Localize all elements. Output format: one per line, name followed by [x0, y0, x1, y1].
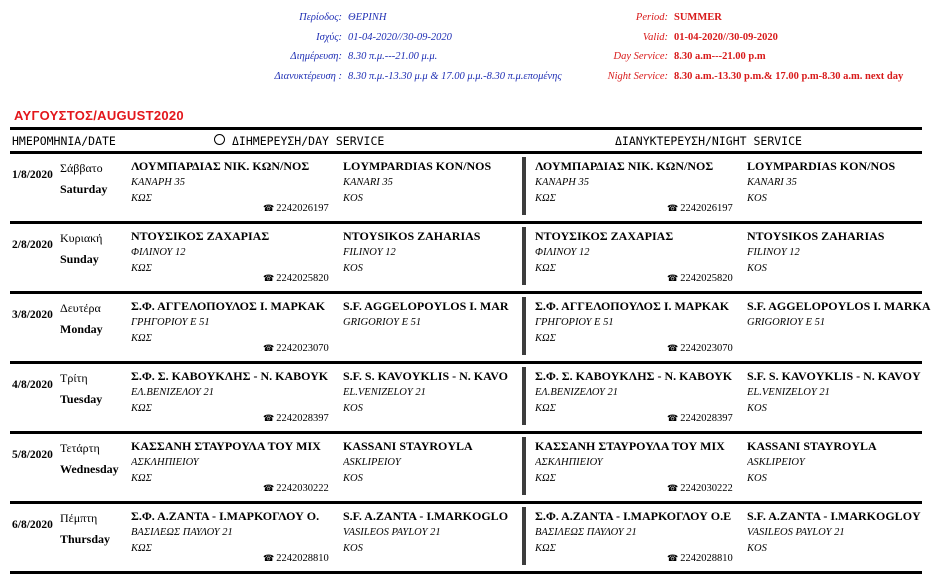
phone-icon: ☎	[263, 413, 275, 423]
night-service-value: 8.30 π.μ.-13.30 μ.μ & 17.00 μ.μ.-8.30 π.μ.επομένης	[348, 70, 562, 82]
pharmacy-name: NTOYSIKOS ZAHARIAS	[343, 229, 481, 243]
phone-icon: ☎	[263, 273, 275, 283]
pharmacy-address: ΑΣΚΛΗΠΙΕΙΟΥ	[535, 457, 603, 468]
pharmacy-city: ΚΩΣ	[131, 263, 152, 274]
pharmacy-name: S.F. S. KAVOYKLIS - N. KAVO	[343, 369, 509, 383]
table-row	[10, 504, 922, 574]
night-phone	[667, 343, 733, 354]
pharmacy-name: Σ.Φ. Α.ΖΑΝΤΑ - Ι.ΜΑΡΚΟΓΛΟΥ Ο.	[131, 509, 320, 523]
service-divider	[522, 437, 526, 495]
pharmacy-name: ΚΑΣΣΑΝΗ ΣΤΑΥΡΟΥΛΑ ΤΟΥ ΜΙΧ	[535, 439, 725, 453]
pharmacy-name: Σ.Φ. Σ. ΚΑΒΟΥΚΛΗΣ - Ν. ΚΑΒΟΥΚ	[131, 369, 329, 383]
pharmacy-name: Σ.Φ. ΑΓΓΕΛΟΠΟΥΛΟΣ Ι. ΜΑΡΚΑΚ	[535, 299, 730, 313]
pharmacy-city: ΚΩΣ	[535, 193, 556, 204]
column-date: ΗΜΕΡΟΜΗΝΙΑ/DATE	[12, 134, 116, 148]
header-day-row-en	[570, 47, 903, 67]
pharmacy-address: ΒΑΣΙΛΕΩΣ ΠΑΥΛΟΥ 21	[535, 527, 637, 538]
header-greek	[200, 8, 562, 86]
pharmacy-city: KOS	[747, 263, 767, 274]
day-service-value: 8.30 π.μ.---21.00 μ.μ.	[348, 51, 438, 62]
night-service-label-en: Night Service:	[607, 70, 668, 82]
service-divider	[522, 297, 526, 355]
table-row	[10, 364, 922, 434]
day-pharmacy-greek	[131, 438, 341, 487]
period-label-en: Period:	[635, 12, 668, 23]
day-phone	[263, 413, 329, 424]
day-name-greek: Κυριακή	[60, 231, 103, 245]
pharmacy-name: ΚΑΣΣΑΝΗ ΣΤΑΥΡΟΥΛΑ ΤΟΥ ΜΙΧ	[131, 439, 321, 453]
day-name-greek: Δευτέρα	[60, 301, 101, 315]
pharmacy-address: KANARI 35	[343, 177, 393, 188]
day-name-english: Monday	[60, 322, 103, 336]
table-row	[10, 154, 922, 224]
pharmacy-city: KOS	[343, 543, 363, 554]
table-row	[10, 224, 922, 294]
header-period-row	[200, 8, 562, 28]
phone-icon: ☎	[263, 483, 275, 493]
header-night-row-en	[570, 67, 903, 87]
night-service-label: Διανυκτέρευση :	[274, 70, 342, 82]
phone-icon: ☎	[263, 343, 275, 353]
day-pharmacy-greek	[131, 508, 341, 557]
day-phone-number: 2242025820	[276, 273, 329, 284]
pharmacy-city: ΚΩΣ	[131, 333, 152, 344]
pharmacy-name: Σ.Φ. Σ. ΚΑΒΟΥΚΛΗΣ - Ν. ΚΑΒΟΥΚ	[535, 369, 733, 383]
phone-icon: ☎	[263, 553, 275, 563]
pharmacy-name: ΝΤΟΥΣΙΚΟΣ ΖΑΧΑΡΙΑΣ	[535, 229, 674, 243]
pharmacy-city: KOS	[343, 473, 363, 484]
row-date: 1/8/2020	[12, 169, 53, 181]
night-pharmacy-greek	[535, 158, 745, 207]
day-phone-number: 2242026197	[276, 203, 329, 214]
day-pharmacy-greek	[131, 298, 341, 347]
pharmacy-name: S.F. AGGELOPOYLOS I. MAR	[343, 299, 509, 313]
pharmacy-address: ASKLIPEIOY	[747, 457, 805, 468]
night-pharmacy-english	[747, 158, 942, 207]
phone-icon: ☎	[263, 203, 275, 213]
table-row	[10, 434, 922, 504]
pharmacy-address: ΑΣΚΛΗΠΙΕΙΟΥ	[131, 457, 199, 468]
pharmacy-address: ΕΛ.ΒΕΝΙΖΕΛΟΥ 21	[131, 387, 214, 398]
pharmacy-city: ΚΩΣ	[131, 403, 152, 414]
pharmacy-address: EL.VENIZELOY 21	[747, 387, 830, 398]
pharmacy-address: ΕΛ.ΒΕΝΙΖΕΛΟΥ 21	[535, 387, 618, 398]
service-divider	[522, 367, 526, 425]
phone-icon: ☎	[667, 343, 679, 353]
valid-value-en: 01-04-2020//30-09-2020	[674, 31, 778, 43]
day-pharmacy-greek	[131, 228, 341, 277]
night-pharmacy-english	[747, 438, 942, 487]
day-service-label-en: Day Service:	[613, 51, 668, 62]
pharmacy-name: LOYMPARDIAS KON/NOS	[343, 159, 492, 173]
service-divider	[522, 227, 526, 285]
day-name-english: Saturday	[60, 182, 108, 196]
row-day	[60, 508, 110, 550]
pharmacy-city: ΚΩΣ	[535, 263, 556, 274]
night-pharmacy-english	[747, 508, 942, 557]
night-phone-number: 2242028810	[680, 553, 733, 564]
pharmacy-address: GRIGORIOY E 51	[343, 317, 422, 328]
pharmacy-address: VASILEOS PAYLOY 21	[747, 527, 845, 538]
night-pharmacy-greek	[535, 228, 745, 277]
pharmacy-city: ΚΩΣ	[131, 473, 152, 484]
pharmacy-name: S.F. AGGELOPOYLOS I. MARKA	[747, 299, 931, 313]
pharmacy-city: ΚΩΣ	[535, 473, 556, 484]
pharmacy-city: ΚΩΣ	[535, 543, 556, 554]
day-name-greek: Τρίτη	[60, 371, 88, 385]
pharmacy-address: KANARI 35	[747, 177, 797, 188]
pharmacy-name: NTOYSIKOS ZAHARIAS	[747, 229, 885, 243]
day-phone-number: 2242030222	[276, 483, 329, 494]
day-service-label: Διημέρευση:	[290, 51, 342, 62]
phone-icon: ☎	[667, 553, 679, 563]
row-day	[60, 438, 119, 480]
pharmacy-address: EL.VENIZELOY 21	[343, 387, 426, 398]
header-valid-row-en	[570, 28, 903, 48]
row-date: 3/8/2020	[12, 309, 53, 321]
pharmacy-address: ΓΡΗΓΟΡΙΟΥ Ε 51	[131, 317, 210, 328]
night-phone-number: 2242026197	[680, 203, 733, 214]
night-pharmacy-greek	[535, 438, 745, 487]
pharmacy-name: S.F. A.ZANTA - I.MARKOGLOY	[747, 509, 921, 523]
night-pharmacy-english	[747, 368, 942, 417]
service-divider	[522, 157, 526, 215]
period-value-en: SUMMER	[674, 12, 722, 23]
pharmacy-name: KASSANI STAYROYLA	[747, 439, 877, 453]
pharmacy-city	[747, 331, 942, 347]
header-english	[570, 8, 903, 86]
day-pharmacy-greek	[131, 158, 341, 207]
phone-icon: ☎	[667, 483, 679, 493]
day-phone-number: 2242028397	[276, 413, 329, 424]
row-date: 4/8/2020	[12, 379, 53, 391]
pharmacy-name: ΛΟΥΜΠΑΡΔΙΑΣ ΝΙΚ. ΚΩΝ/ΝΟΣ	[535, 159, 714, 173]
pharmacy-schedule-table	[10, 127, 931, 574]
valid-label-en: Valid:	[642, 31, 668, 43]
pharmacy-city: ΚΩΣ	[535, 333, 556, 344]
night-phone-number: 2242030222	[680, 483, 733, 494]
header-period-row-en	[570, 8, 903, 28]
period-value: ΘΕΡΙΝΗ	[348, 12, 387, 23]
row-date: 6/8/2020	[12, 519, 53, 531]
row-day	[60, 298, 103, 340]
pharmacy-name: ΛΟΥΜΠΑΡΔΙΑΣ ΝΙΚ. ΚΩΝ/ΝΟΣ	[131, 159, 310, 173]
day-name-english: Tuesday	[60, 392, 103, 406]
pharmacy-city: KOS	[343, 263, 363, 274]
day-pharmacy-greek	[131, 368, 341, 417]
pharmacy-name: LOYMPARDIAS KON/NOS	[747, 159, 896, 173]
pharmacy-name: Σ.Φ. ΑΓΓΕΛΟΠΟΥΛΟΣ Ι. ΜΑΡΚΑΚ	[131, 299, 326, 313]
table-header	[10, 127, 922, 154]
night-phone-number: 2242028397	[680, 413, 733, 424]
day-name-greek: Τετάρτη	[60, 441, 100, 455]
day-phone	[263, 273, 329, 284]
pharmacy-address: VASILEOS PAYLOY 21	[343, 527, 441, 538]
period-label: Περίοδος:	[299, 12, 342, 23]
row-date: 2/8/2020	[12, 239, 53, 251]
valid-label: Ισχύς:	[316, 31, 342, 43]
night-pharmacy-greek	[535, 508, 745, 557]
pharmacy-address: ASKLIPEIOY	[343, 457, 401, 468]
pharmacy-city: ΚΩΣ	[131, 193, 152, 204]
day-name-english: Thursday	[60, 532, 111, 546]
day-name-english: Wednesday	[60, 462, 119, 476]
row-day	[60, 158, 107, 200]
pharmacy-city: KOS	[343, 193, 363, 204]
pharmacy-address: ΚΑΝΑΡΗ 35	[131, 177, 185, 188]
day-phone	[263, 343, 329, 354]
pharmacy-name: Σ.Φ. Α.ΖΑΝΤΑ - Ι.ΜΑΡΚΟΓΛΟΥ Ο.Ε	[535, 509, 732, 523]
day-phone-number: 2242023070	[276, 343, 329, 354]
pharmacy-address: ΦΙΛΙΝΟΥ 12	[535, 247, 590, 258]
night-phone	[667, 553, 733, 564]
row-date: 5/8/2020	[12, 449, 53, 461]
pharmacy-name: KASSANI STAYROYLA	[343, 439, 473, 453]
circle-icon	[214, 134, 225, 145]
pharmacy-city: KOS	[747, 543, 767, 554]
day-name-english: Sunday	[60, 252, 99, 266]
night-phone	[667, 483, 733, 494]
pharmacy-city: KOS	[343, 403, 363, 414]
pharmacy-name: S.F. S. KAVOYKLIS - N. KAVOY	[747, 369, 921, 383]
service-divider	[522, 507, 526, 565]
day-phone	[263, 553, 329, 564]
day-phone	[263, 203, 329, 214]
phone-icon: ☎	[667, 273, 679, 283]
night-pharmacy-english	[747, 298, 942, 347]
pharmacy-address: FILINOY 12	[343, 247, 396, 258]
month-title: ΑΥΓΟΥΣΤΟΣ/AUGUST2020	[14, 108, 184, 123]
phone-icon: ☎	[667, 203, 679, 213]
table-row	[10, 294, 931, 364]
pharmacy-city: KOS	[747, 193, 767, 204]
day-name-greek: Πέμπτη	[60, 511, 98, 525]
day-phone	[263, 483, 329, 494]
valid-value: 01-04-2020//30-09-2020	[348, 31, 452, 43]
pharmacy-city: ΚΩΣ	[535, 403, 556, 414]
column-day-service: ΔΙΗΜΕΡΕΥΣΗ/DAY SERVICE	[232, 134, 385, 148]
pharmacy-city: KOS	[747, 473, 767, 484]
night-phone-number: 2242025820	[680, 273, 733, 284]
phone-icon: ☎	[667, 413, 679, 423]
pharmacy-city: ΚΩΣ	[131, 543, 152, 554]
day-phone-number: 2242028810	[276, 553, 329, 564]
night-pharmacy-english	[747, 228, 942, 277]
night-phone-number: 2242023070	[680, 343, 733, 354]
pharmacy-address: ΓΡΗΓΟΡΙΟΥ Ε 51	[535, 317, 614, 328]
pharmacy-address: ΒΑΣΙΛΕΩΣ ΠΑΥΛΟΥ 21	[131, 527, 233, 538]
table-body	[10, 154, 931, 574]
night-phone	[667, 203, 733, 214]
column-night-service: ΔΙΑΝΥΚΤΕΡΕΥΣΗ/NIGHT SERVICE	[615, 134, 802, 148]
pharmacy-city: KOS	[747, 403, 767, 414]
pharmacy-address: ΦΙΛΙΝΟΥ 12	[131, 247, 186, 258]
day-service-value-en: 8.30 a.m---21.00 p.m	[674, 51, 766, 62]
pharmacy-address: ΚΑΝΑΡΗ 35	[535, 177, 589, 188]
pharmacy-name: S.F. A.ZANTA - I.MARKOGLO	[343, 509, 509, 523]
pharmacy-address: GRIGORIOY E 51	[747, 317, 826, 328]
header-day-row	[200, 47, 562, 67]
night-pharmacy-greek	[535, 368, 745, 417]
night-phone	[667, 273, 733, 284]
day-name-greek: Σάββατο	[60, 161, 103, 175]
header-valid-row	[200, 28, 562, 48]
header-night-row	[200, 67, 562, 87]
pharmacy-name: ΝΤΟΥΣΙΚΟΣ ΖΑΧΑΡΙΑΣ	[131, 229, 270, 243]
night-phone	[667, 413, 733, 424]
row-day	[60, 228, 102, 270]
row-day	[60, 368, 102, 410]
pharmacy-address: FILINOY 12	[747, 247, 800, 258]
night-service-value-en: 8.30 a.m.-13.30 p.m.& 17.00 p.m-8.30 a.m. next day	[674, 70, 904, 82]
night-pharmacy-greek	[535, 298, 745, 347]
